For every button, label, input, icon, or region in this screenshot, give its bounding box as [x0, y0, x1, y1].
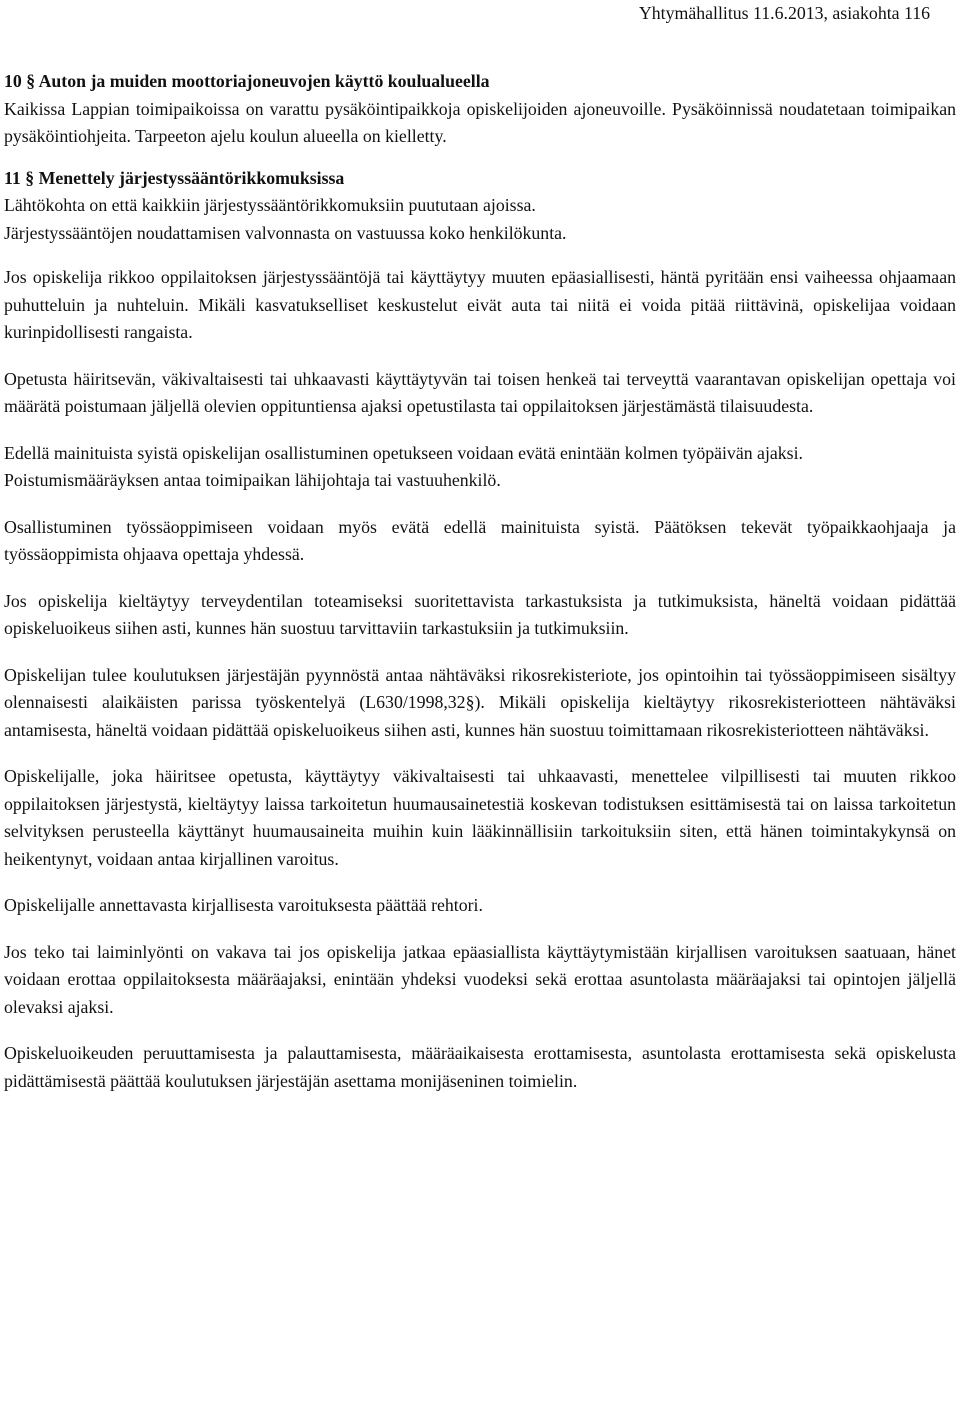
paragraph-revocation-body: Opiskeluoikeuden peruuttamisesta ja palauttamisesta, määräaikaisesta erottamisesta, asuntolasta erottamisesta sekä opiskelusta pidättämisestä päättää koulutuksen järjestäjän asettama monijäseninen toimielin.	[4, 1043, 956, 1091]
section-11-paragraph-1: Lähtökohta on että kaikkiin järjestyssääntörikkomuksiin puututaan ajoissa.	[4, 195, 536, 215]
paragraph-criminal-record: Opiskelijan tulee koulutuksen järjestäjän pyynnöstä antaa nähtäväksi rikosrekisteriote, jos opintoihin tai työssäoppimiseen sisältyy olennaisesti alaikäisten parissa työskentelyä (L630/1998,32§). Mikäli opiskelija kieltäytyy rikosrekisteriotteen nähtäväksi antamisesta, häneltä voidaan pidättää opiskeluoikeus siihen asti, kunnes hän suostuu toimittamaan rikosrekisteriotteen nähtäväksi.	[4, 664, 956, 740]
document-body	[4, 68, 956, 1095]
paragraph-removal-from-class: Opetusta häiritsevän, väkivaltaisesti tai uhkaavasti käyttäytyvän tai toisen henkeä tai terveyttä vaarantavan opiskelijan opettaja voi määrätä poistumaan jäljellä olevien oppituntiensa ajaksi opetustilasta tai oppilaitoksen järjestämästä tilaisuudesta.	[4, 368, 956, 416]
paragraph-work-based-learning: Osallistuminen työssäoppimiseen voidaan myös evätä edellä mainituista syistä. Päätöksen tekevät työpaikkaohjaaja ja työssäoppimista ohjaava opettaja yhdessä.	[4, 516, 956, 564]
section-11-heading: 11 § Menettely järjestyssääntörikkomuksissa	[4, 167, 345, 188]
section-10-paragraph: Kaikissa Lappian toimipaikoissa on varattu pysäköintipaikkoja opiskelijoiden ajoneuvoille. Pysäköinnissä noudatetaan toimipaikan pysäköintiohjeita. Tarpeeton ajelu koulun alueella on kielletty.	[4, 98, 956, 146]
section-10-heading: 10 § Auton ja muiden moottoriajoneuvojen käyttö koulualueella	[4, 71, 490, 91]
paragraph-disciplinary-steps: Jos opiskelija rikkoo oppilaitoksen järjestyssääntöjä tai käyttäytyy muuten epäasiallisesti, häntä pyritään ensi vaiheessa ohjaamaan puhutteluin ja nuhteluin. Mikäli kasvatukselliset keskustelut eivät auta tai niitä ei voida pitää riittävinä, opiskelijaa voidaan kurinpidollisesti rangaista.	[4, 267, 956, 342]
paragraph-health-examinations: Jos opiskelija kieltäytyy terveydentilan toteamiseksi suoritettavista tarkastuksista ja tutkimuksista, häneltä voidaan pidättää opiskeluoikeus siihen asti, kunnes hän suostuu tarvittaviin tarkastuksiin ja tutkimuksiin.	[4, 590, 956, 638]
paragraph-denial-of-participation: Edellä mainituista syistä opiskelijan osallistuminen opetukseen voidaan evätä enintään kolmen työpäivän ajaksi.	[4, 442, 803, 463]
paragraph-removal-order-issuer: Poistumismääräyksen antaa toimipaikan lähijohtaja tai vastuuhenkilö.	[4, 470, 501, 490]
paragraph-written-warning: Opiskelijalle, joka häiritsee opetusta, käyttäytyy väkivaltaisesti tai uhkaavasti, menettelee vilpillisesti tai muuten rikkoo oppilaitoksen järjestystä, kieltäytyy laissa tarkoitetun huumausainetestiä koskevan todistuksen esittämisestä tai on laissa tarkoitetun selvityksen perusteella käyttänyt huumausaineita muihin kuin lääkinnällisiin tarkoituksiin siten, että hänen toimintakykynsä on heikentynyt, voidaan antaa kirjallinen varoitus.	[4, 766, 956, 869]
paragraph-temporary-expulsion: Jos teko tai laiminlyönti on vakava tai jos opiskelija jatkaa epäasiallista käyttäytymistään kirjallisen varoituksen saatuaan, hänet voidaan erottaa oppilaitoksesta määräajaksi, enintään yhdeksi vuodeksi sekä erottaa asuntolasta määräajaksi tai opintojen jäljellä olevaksi ajaksi.	[4, 941, 956, 1017]
document-header: Yhtymähallitus 11.6.2013, asiakohta 116	[638, 3, 930, 23]
section-11-paragraph-2: Järjestyssääntöjen noudattamisen valvonnasta on vastuussa koko henkilökunta.	[4, 222, 567, 243]
paragraph-warning-decision: Opiskelijalle annettavasta kirjallisesta varoituksesta päättää rehtori.	[4, 895, 483, 915]
